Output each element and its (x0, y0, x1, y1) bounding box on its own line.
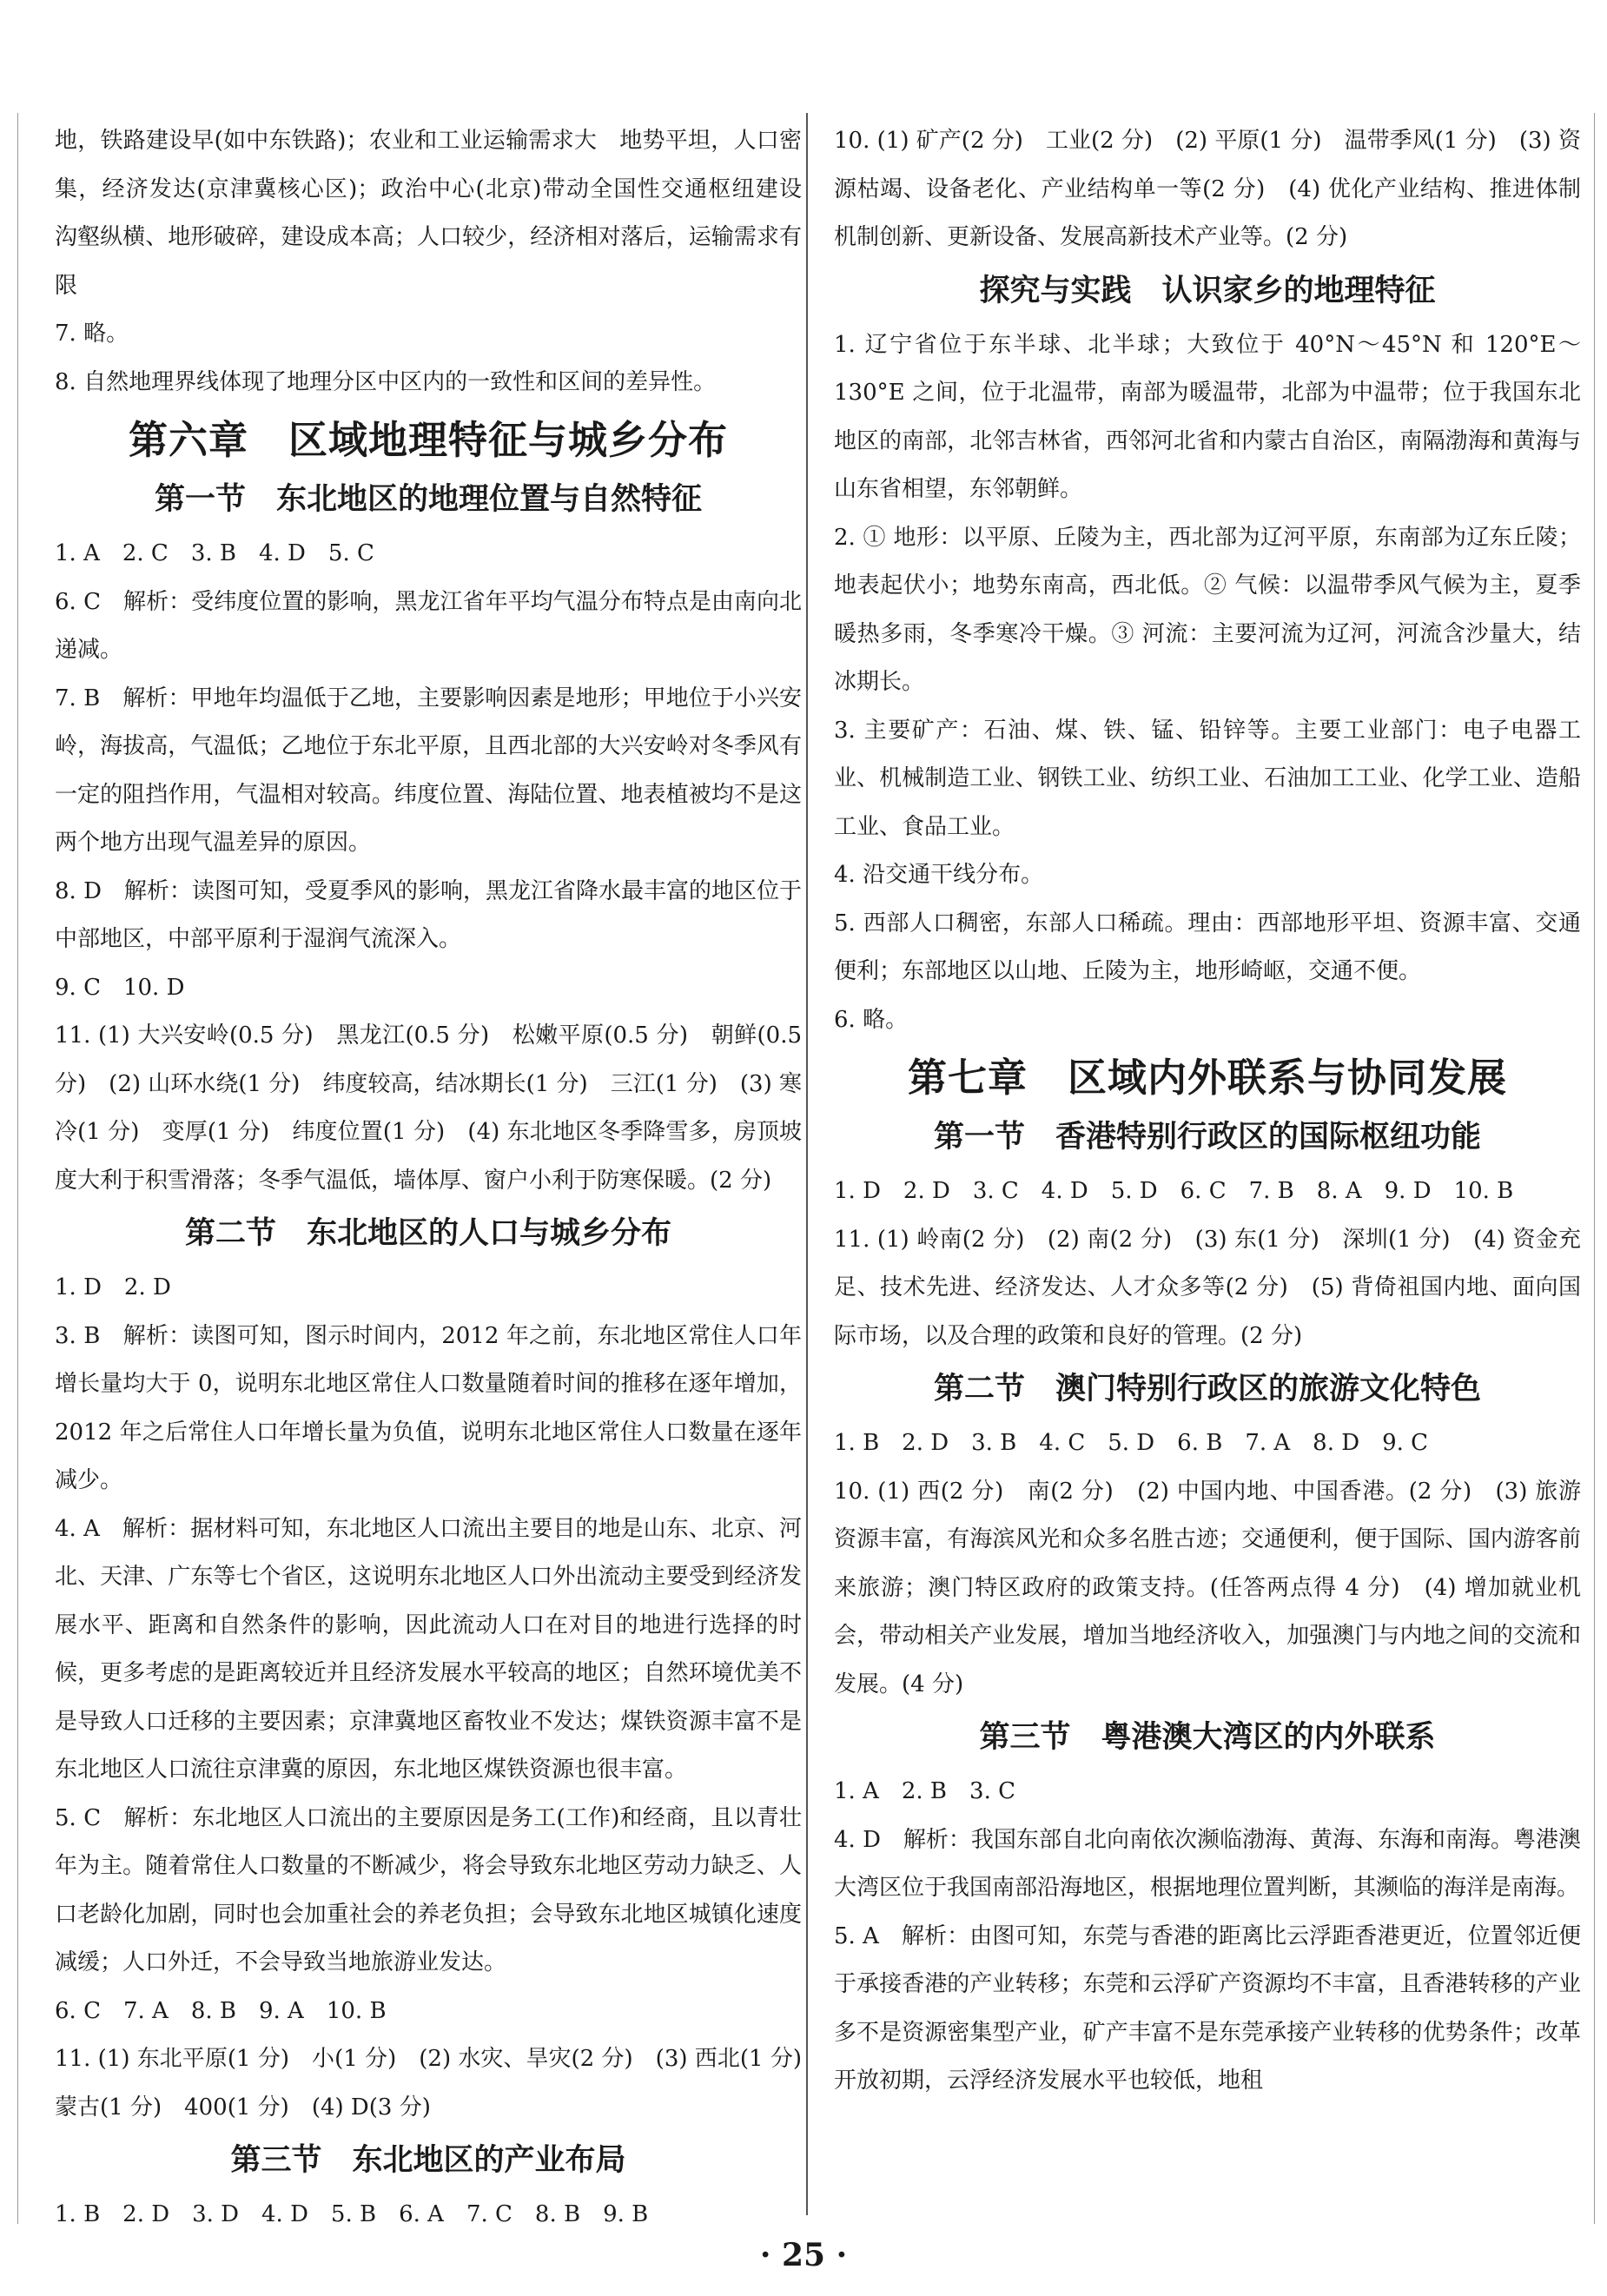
answer-5: 5. C 解析：东北地区人口流出的主要原因是务工(工作)和经商，且以青壮年为主。随着常住人口数量的不断减少，将会导致东北地区劳动力缺乏、人口老龄化加剧，同时也会加重社会的养老负担；会导致东北地区城镇化速度减缓；人口外迁，不会导致当地旅游业发达。 (55, 1804, 802, 1975)
page-edge-right (1594, 113, 1595, 2224)
page-edge-left (17, 113, 18, 2224)
section-title: 第三节 东北地区的产业布局 (230, 2143, 626, 2178)
section-title: 第二节 东北地区的人口与城乡分布 (184, 1216, 671, 1251)
answer-10: 10. (1) 西(2 分) 南(2 分) (2) 中国内地、中国香港。(2 分) (3) 旅游资源丰富，有海滨风光和众多名胜古迹；交通便利，便于国际、国内游客前来旅游；澳门特区政府的政策支持。(任答两点得 4 分) (4) 增加就业机会，带动相关产业发展，增加当地经济收入，加强澳门与内地之间的交流和发展。(4 分) (834, 1478, 1581, 1697)
answer-7: 7. 略。 (55, 321, 129, 347)
answer-row: 1. D 2. D (55, 1274, 171, 1300)
answer-3: 3. 主要矿产：石油、煤、铁、锰、铅锌等。主要工业部门：电子电器工业、机械制造工业、钢铁工业、纺织工业、石油加工工业、化学工业、造船工业、食品工业。 (834, 717, 1581, 840)
answer-5: 5. A 解析：由图可知，东莞与香港的距离比云浮距香港更近，位置邻近便于承接香港的产业转移；东莞和云浮矿产资源均不丰富，且香港转移的产业多不是资源密集型产业，矿产丰富不是东莞承接产业转移的优势条件；改革开放初期，云浮经济发展水平也较低，地租 (834, 1922, 1581, 2094)
answer-10: 10. (1) 矿产(2 分) 工业(2 分) (2) 平原(1 分) 温带季风(1 分) (3) 资源枯竭、设备老化、产业结构单一等(2 分) (4) 优化产业结构、推进体制机制创新、更新设备、发展高新技术产业等。(2 分) (834, 128, 1581, 250)
section-title: 第三节 粤港澳大湾区的内外联系 (979, 1720, 1436, 1755)
page-number: · 25 · (759, 2237, 848, 2273)
answer-8: 8. 自然地理界线体现了地理分区中区内的一致性和区间的差异性。 (55, 368, 717, 395)
section-title: 第一节 香港特别行政区的国际枢纽功能 (933, 1120, 1481, 1155)
answer-7: 7. B 解析：甲地年均温低于乙地，主要影响因素是地形；甲地位于小兴安岭，海拔高，气温低；乙地位于东北平原，且西北部的大兴安岭对冬季风有一定的阻挡作用，气温相对较高。纬度位置、海陆位置、地表植被均不是这两个地方出现气温差异的原因。 (55, 685, 802, 856)
answer-6: 6. C 解析：受纬度位置的影响，黑龙江省年平均气温分布特点是由南向北递减。 (55, 588, 802, 663)
answer-5: 5. 西部人口稠密，东部人口稀疏。理由：西部地形平坦、资源丰富、交通便利；东部地区以山地、丘陵为主，地形崎岖，交通不便。 (834, 910, 1581, 984)
section-title: 第一节 东北地区的地理位置与自然特征 (154, 482, 702, 517)
answer-2: 2. ① 地形：以平原、丘陵为主，西北部为辽河平原，东南部为辽东丘陵；地表起伏小；地势东南高，西北低。② 气候：以温带季风气候为主，夏季暖热多雨，冬季寒冷干燥。③ 河流：主要河流为辽河，河流含沙量大，结冰期长。 (834, 524, 1581, 695)
answer-8: 8. D 解析：读图可知，受夏季风的影响，黑龙江省降水最丰富的地区位于中部地区，中部平原利于湿润气流深入。 (55, 877, 802, 952)
answer-continuation: 地，铁路建设早(如中东铁路)；农业和工业运输需求大 地势平坦，人口密集，经济发达(京津冀核心区)；政治中心(北京)带动全国性交通枢纽建设 沟壑纵横、地形破碎，建设成本高；人口较少，经济相对落后，运输需求有限 (55, 128, 825, 299)
chapter-title: 第七章 区域内外联系与协同发展 (907, 1055, 1507, 1101)
answer-row: 1. D 2. D 3. C 4. D 5. D 6. C 7. B 8. A 9. D 10. B (834, 1178, 1514, 1204)
right-column (834, 117, 1581, 2106)
section-title: 探究与实践 认识家乡的地理特征 (979, 273, 1436, 308)
left-column (55, 117, 825, 2240)
section-title: 第二节 澳门特别行政区的旅游文化特色 (933, 1372, 1481, 1406)
answer-11: 11. (1) 岭南(2 分) (2) 南(2 分) (3) 东(1 分) 深圳(1 分) (4) 资金充足、技术先进、经济发达、人才众多等(2 分) (5) 背倚祖国内地、面向国际市场，以及合理的政策和良好的管理。(2 分) (834, 1226, 1581, 1349)
answer-row: 1. A 2. B 3. C (834, 1778, 1015, 1804)
column-divider (806, 113, 808, 2215)
answer-row: 6. C 7. A 8. B 9. A 10. B (55, 1997, 387, 2024)
chapter-title: 第六章 区域地理特征与城乡分布 (128, 417, 728, 463)
answer-11: 11. (1) 大兴安岭(0.5 分) 黑龙江(0.5 分) 松嫩平原(0.5 分) 朝鲜(0.5 分) (2) 山环水绕(1 分) 纬度较高，结冰期长(1 分) 三江(1 分) (3) 寒冷(1 分) 变厚(1 分) 纬度位置(1 分) (4) 东北地区冬季降雪多，房顶坡度大利于积雪滑落；冬季气温低，墙体厚、窗户小利于防寒保暖。(2 分) (55, 1022, 802, 1194)
answer-6: 6. 略。 (834, 1006, 909, 1033)
answer-row: 1. B 2. D 3. B 4. C 5. D 6. B 7. A 8. D 9. C (834, 1430, 1429, 1456)
answer-4: 4. 沿交通干线分布。 (834, 862, 1044, 888)
answer-row: 1. B 2. D 3. D 4. D 5. B 6. A 7. C 8. B 9. B (55, 2201, 649, 2227)
answer-4: 4. D 解析：我国东部自北向南依次濒临渤海、黄海、东海和南海。粤港澳大湾区位于我国南部沿海地区，根据地理位置判断，其濒临的海洋是南海。 (834, 1826, 1581, 1901)
answer-1: 1. 辽宁省位于东半球、北半球；大致位于 40°N～45°N 和 120°E～130°E 之间，位于北温带，南部为暖温带，北部为中温带；位于我国东北地区的南部，北邻吉林省，西邻河北省和内蒙古自治区，南隔渤海和黄海与山东省相望，东邻朝鲜。 (834, 331, 1581, 502)
answer-3: 3. B 解析：读图可知，图示时间内，2012 年之前，东北地区常住人口年增长量均大于 0，说明东北地区常住人口数量随着时间的推移在逐年增加，2012 年之后常住人口年增长量为负值，说明东北地区常住人口数量在逐年减少。 (55, 1322, 802, 1493)
answer-row: 1. A 2. C 3. B 4. D 5. C (55, 540, 374, 566)
answer-4: 4. A 解析：据材料可知，东北地区人口流出主要目的地是山东、北京、河北、天津、广东等七个省区，这说明东北地区人口外出流动主要受到经济发展水平、距离和自然条件的影响，因此流动人口在对目的地进行选择的时候，更多考虑的是距离较近并且经济发展水平较高的地区；自然环境优美不是导致人口迁移的主要因素；京津冀地区畜牧业不发达；煤铁资源丰富不是东北地区人口流往京津冀的原因，东北地区煤铁资源也很丰富。 (55, 1515, 802, 1783)
answer-row: 9. C 10. D (55, 974, 185, 1001)
answer-11: 11. (1) 东北平原(1 分) 小(1 分) (2) 水灾、旱灾(2 分) (3) 西北(1 分) 蒙古(1 分) 400(1 分) (4) D(3 分) (55, 2046, 825, 2121)
